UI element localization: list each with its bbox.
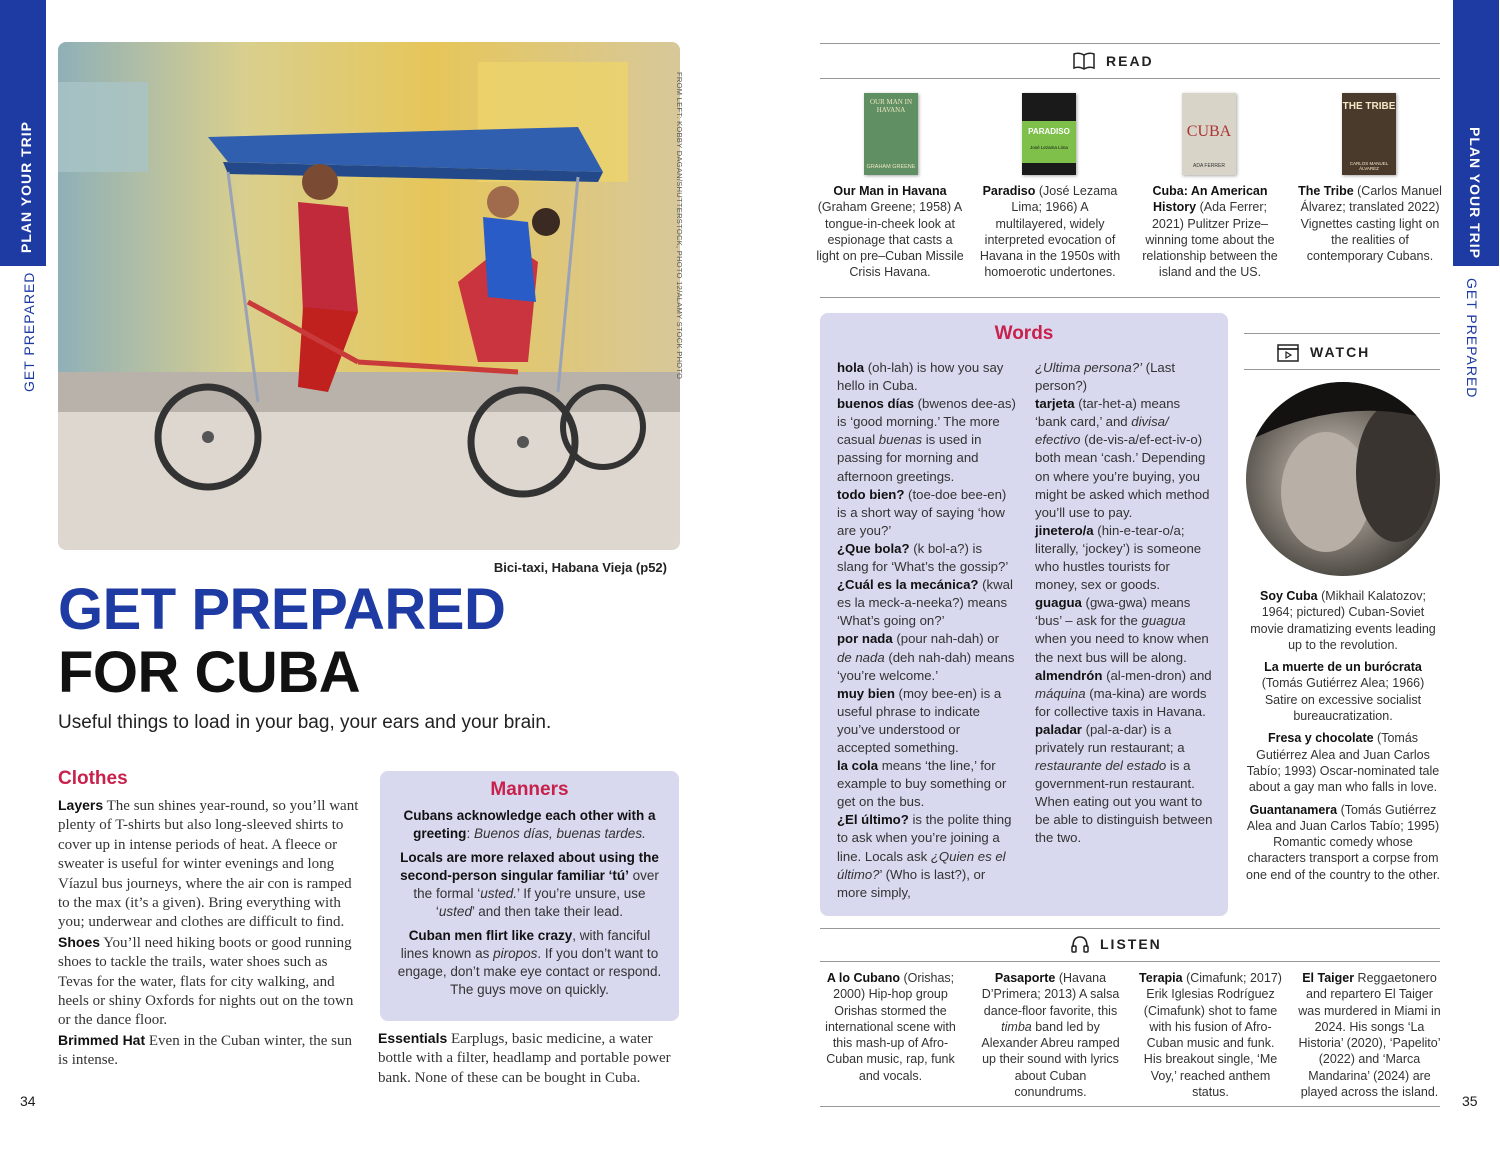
- clothes-item: [58, 1031, 360, 1071]
- clothes-item: [58, 796, 360, 933]
- clothes-term: Shoes: [58, 933, 101, 950]
- page-number-right: 35: [1462, 1093, 1478, 1109]
- word-entry: guagua (gwa-gwa) means ‘bus’ – ask for the guagua when you need to know when the next bus will be along.: [1035, 595, 1209, 665]
- side-tab-plan-label-right: PLAN YOUR TRIP: [1467, 127, 1483, 259]
- essentials-text: Earplugs, basic medicine, a water bottle with a filter, headlamp and portable power bank. None of these can be bought in Cuba.: [378, 1031, 671, 1086]
- word-entry: jinetero/a (hin-e-tear-o/a; literally, ‘jockey’) is someone who hustles tourists for money, sex or goods.: [1035, 522, 1202, 593]
- read-heading-rule: [820, 78, 1440, 79]
- read-heading: [1072, 51, 1154, 71]
- read-heading-label: READ: [1106, 53, 1154, 69]
- clothes-heading: Clothes: [58, 768, 128, 789]
- watch-entry: Guantanamera (Tomás Gutiérrez Alea and Juan Carlos Tabío; 1995) Romantic comedy whose characters transport a corpse from one end of the country to the other.: [1246, 802, 1440, 882]
- word-entry: tarjeta (tar-het-a) means ‘bank card,’ and divisa/ efectivo (de-vis-a/ef-ect-iv-o) both mean ‘cash.’ Depending on where you’re buying, you might be asked which method you’ll use to pay.: [1035, 396, 1210, 520]
- word-entry: ¿Ultima persona?’ (Last person?): [1035, 360, 1175, 394]
- manners-p3: Cuban men flirt like crazy, with fanciful lines known as piropos. If you don’t want to engage, don’t make eye contact or respond. The guys move on quickly.: [397, 928, 662, 997]
- soy-cuba-still-photo: [1246, 382, 1440, 576]
- watch-entry: La muerte de un burócrata (Tomás Gutiérrez Alea; 1966) Satire on excessive socialist bureaucratization.: [1261, 660, 1425, 724]
- book-entry: Cuba: An American History (Ada Ferrer; 2021) Pulitzer Prize–winning tome about the relationship between the island and the US.: [1142, 184, 1278, 280]
- manners-heading: Manners: [490, 779, 569, 800]
- words-box: [820, 313, 1228, 916]
- page-number-left: 34: [20, 1093, 36, 1109]
- listen-entry: Terapia (Cimafunk; 2017) Erik Iglesias Rodríguez (Cimafunk) shot to fame with his fusion of Afro-Cuban music and funk. His breakout single, ‘Me Voy,’ reached anthem status.: [1139, 971, 1282, 1100]
- side-tab-section-label-right: GET PREPARED: [1464, 278, 1480, 399]
- word-entry: buenos días (bwenos dee-as) is ‘good morning.’ The more casual buenas is used in passing for morning and afternoon greetings.: [837, 396, 1016, 484]
- read-bottom-rule: [820, 297, 1440, 298]
- photo-caption: Bici-taxi, Habana Vieja (p52): [493, 560, 667, 575]
- essentials-term: Essentials: [378, 1030, 448, 1046]
- listen-heading-label: LISTEN: [1100, 936, 1162, 952]
- word-entry: todo bien? (toe-doe bee-en) is a short way of saying ‘how are you?’: [837, 486, 1007, 538]
- book-cover-the-tribe: THE TRIBE CARLOS MANUEL ÁLVAREZ: [1342, 93, 1396, 175]
- listen-entry: El Taiger Reggaetonero and repartero El Taiger was murdered in Miami in 2024. His songs ‘La Historia’ (2020), ‘Papelito’ (2022) and ‘Marca Mandarina’ (2024) are played across the island.: [1298, 971, 1441, 1100]
- photo-credit: FROM LEFT: KOBBY DAGAN/SHUTTERSTOCK, PHOTO 12/ALAMY STOCK PHOTO: [675, 72, 684, 380]
- words-heading: Words: [994, 323, 1054, 344]
- listen-top-rule: [820, 928, 1440, 929]
- clothes-body: [58, 796, 360, 1071]
- word-entry: paladar (pal-a-dar) is a privately run restaurant; a restaurante del estado is a government-run restaurant. When eating out you want to be able to distinguish between the two.: [1035, 721, 1213, 846]
- word-entry: ¿Cuál es la mecánica? (kwal es la meck-a-neeka?) means ‘What’s going on?’: [837, 577, 1013, 629]
- word-entry: hola (oh-lah) is how you say hello in Cuba.: [837, 360, 1004, 394]
- clothes-term: Brimmed Hat: [58, 1031, 146, 1048]
- word-entry: por nada (pour nah-dah) or de nada (deh nah-dah) means ‘you’re welcome.’: [837, 631, 1015, 683]
- book-entry: The Tribe (Carlos Manuel Álvarez; translated 2022) Vignettes casting light on the realities of contemporary Cubans.: [1298, 184, 1442, 264]
- clothes-text: You’ll need hiking boots or good running shoes to tackle the trails, water shoes such as Tevas for the water, flats for city walking, and heels or shiny Oxfords for nights out on the town or the dance floor.: [58, 934, 354, 1029]
- headphones-icon: [1070, 935, 1090, 953]
- read-top-rule: [820, 43, 1440, 44]
- word-entry: la cola means ‘the line,’ for example to buy something or get on the bus.: [837, 758, 1007, 810]
- listen-heading-rule: [820, 961, 1440, 962]
- clothes-text: The sun shines year-round, so you’ll want plenty of T-shirts but also long-sleeved shirts to cover up in intense periods of heat. A fleece or sweater is useful for winter evenings and long Víazul bus journeys, where the air con is ramped to the max (it’s a given). Bring everything with you; underwear and clothes are difficult to find.: [58, 798, 359, 931]
- book-entry: Paradiso (José Lezama Lima; 1966) A multilayered, widely interpreted evocation of Havana in the 1950s with homoerotic undertones.: [979, 184, 1121, 280]
- book-entry: Our Man in Havana (Graham Greene; 1958) A tongue-in-cheek look at espionage that casts a light on pre–Cuban Missile Crisis Havana.: [816, 184, 964, 280]
- watch-heading-rule: [1244, 369, 1440, 370]
- listen-bottom-rule: [820, 1106, 1440, 1107]
- book-cover-paradiso: PARADISO José Lezama Lima: [1022, 93, 1076, 175]
- listen-entry: Pasaporte (Havana D’Primera; 2013) A salsa dance-floor favorite, this timba band led by Alexander Abreu ramped up their sound with lyrics about Cuban conundrums.: [981, 971, 1120, 1100]
- words-column-1: [837, 359, 1017, 902]
- watch-entry: Fresa y chocolate (Tomás Gutiérrez Alea and Juan Carlos Tabío; 1993) Oscar-nominated tale about a gay man who falls in love.: [1246, 731, 1440, 795]
- manners-p2: Locals are more relaxed about using the second-person singular familiar ‘tú’ over the formal ‘usted.’ If you’re unsure, use ‘usted’ and then take their lead.: [400, 850, 659, 919]
- word-entry: ¿Que bola? (k bol-a?) is slang for ‘What’s the gossip?’: [837, 540, 1009, 575]
- side-tab-section-label-left: GET PREPARED: [21, 271, 37, 392]
- page-subtitle: Useful things to load in your bag, your ears and your brain.: [58, 712, 552, 733]
- watch-heading-label: WATCH: [1310, 344, 1371, 360]
- bici-taxi-photo: [58, 42, 680, 550]
- clapperboard-icon: [1276, 342, 1300, 362]
- word-entry: almendrón (al-men-dron) and máquina (ma-kina) are words for collective taxis in Havana.: [1035, 667, 1212, 719]
- clothes-term: Layers: [58, 797, 104, 813]
- word-entry: ¿El último? is the polite thing to ask when you’re joining a line. Locals ask ¿Quien es el último?’ (Who is last?), or more simply,: [837, 812, 1012, 900]
- listen-entry: A lo Cubano (Orishas; 2000) Hip-hop group Orishas stormed the international scene with this mash-up of Afro-Cuban music, rap, funk and vocals.: [825, 971, 956, 1083]
- manners-box: [380, 771, 679, 1021]
- words-column-2: [1035, 359, 1215, 848]
- listen-heading: [1070, 935, 1162, 953]
- side-tab-plan-label-left: PLAN YOUR TRIP: [18, 121, 34, 253]
- watch-heading: [1276, 342, 1370, 362]
- manners-p1: Cubans acknowledge each other with a greeting: Buenos días, buenas tardes.: [403, 808, 656, 841]
- page-title-line2: FOR CUBA: [58, 640, 361, 705]
- book-icon: [1072, 51, 1096, 71]
- watch-entry: Soy Cuba (Mikhail Kalatozov; 1964; pictured) Cuban-Soviet movie dramatizing events leading up to the revolution.: [1250, 589, 1436, 652]
- book-cover-cuba: CUBA ADA FERRER: [1182, 93, 1236, 175]
- word-entry: muy bien (moy bee-en) is a useful phrase to indicate you’ve understood or accepted something.: [837, 685, 1002, 755]
- clothes-text: Even in the Cuban winter, the sun is intense.: [58, 1032, 352, 1069]
- clothes-item: [58, 933, 360, 1031]
- essentials-body: [378, 1029, 680, 1088]
- watch-list: [1244, 588, 1442, 889]
- page-title-line1: GET PREPARED: [58, 577, 506, 642]
- watch-top-rule: [1244, 333, 1440, 334]
- book-cover-our-man-in-havana: OUR MAN IN HAVANA GRAHAM GREENE: [864, 93, 918, 175]
